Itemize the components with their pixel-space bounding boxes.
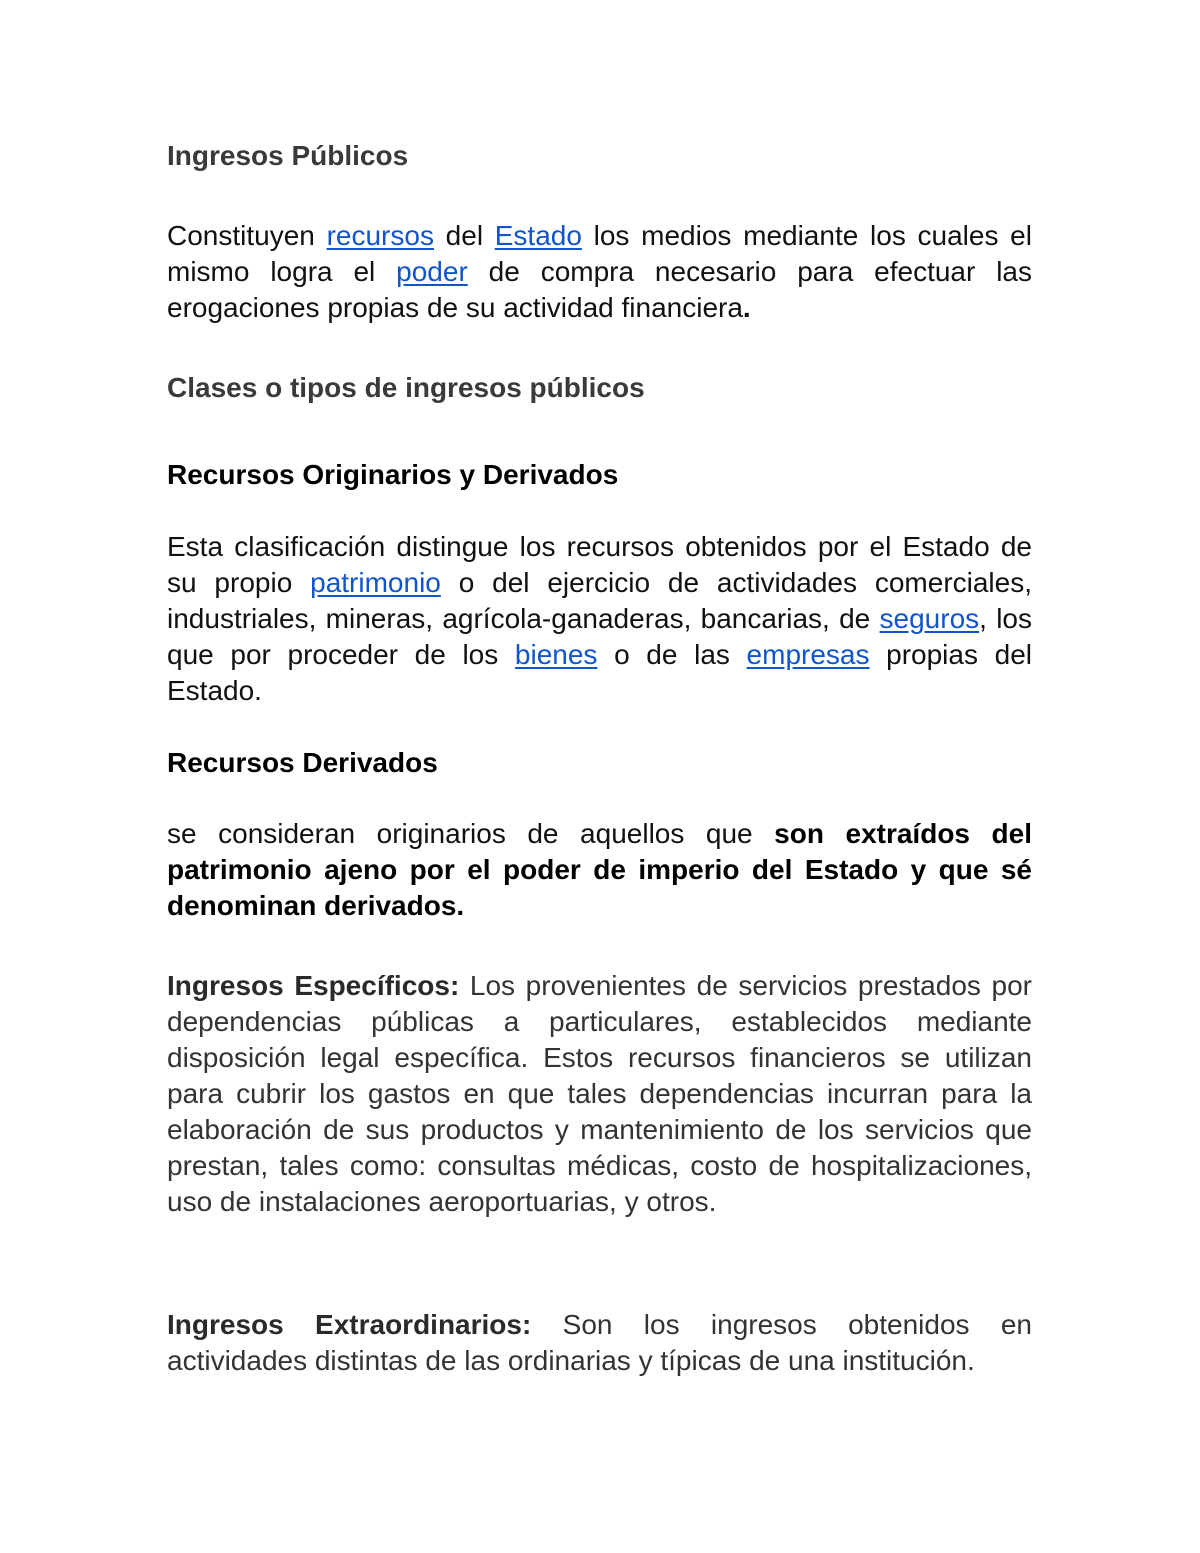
term-ingresos-extraordinarios: Ingresos Extraordinarios: bbox=[167, 1309, 532, 1340]
text-run: o de las bbox=[597, 639, 747, 670]
text-run: Son los ingresos obtenidos en actividades distintas de las ordinarias y típicas de una institución. bbox=[167, 1309, 1032, 1376]
text-run: del bbox=[433, 220, 495, 251]
text-run: Los provenientes de servicios prestados por dependencias públicas a particulares, establecidos mediante disposición legal específica. Estos recursos financieros se utilizan para cubrir los gastos en que tales dependencias incurran para la elaboración de sus productos y mantenimiento de los servicios que prestan, tales como: consultas médicas, costo de hospitalizaciones, uso de instalaciones aeroportuarias, y otros. bbox=[167, 970, 1032, 1217]
text-run: o del ejercicio de actividades comerciales, industriales, mineras, agrícola-ganaderas, bancarias, de bbox=[167, 567, 1033, 634]
term-ingresos-especificos: Ingresos Específicos: bbox=[167, 970, 460, 1001]
text-run: se consideran originarios de aquellos que bbox=[167, 818, 775, 849]
link-estado[interactable]: Estado bbox=[494, 220, 582, 251]
page-title: Ingresos Públicos bbox=[167, 140, 409, 171]
link-bienes[interactable]: bienes bbox=[514, 639, 598, 670]
heading-derivados: Recursos Derivados bbox=[167, 747, 438, 778]
text-run: propias del Estado. bbox=[167, 639, 1032, 706]
link-empresas[interactable]: empresas bbox=[746, 639, 870, 670]
text-run: Constituyen bbox=[167, 220, 327, 251]
text-run: los medios mediante los cuales el mismo logra el bbox=[167, 220, 1032, 287]
paragraph-ingresos-especificos bbox=[167, 968, 1032, 1220]
link-seguros[interactable]: seguros bbox=[879, 603, 980, 634]
text-run: de compra necesario para efectuar las erogaciones propias de su actividad financiera bbox=[167, 256, 1032, 323]
link-poder[interactable]: poder bbox=[396, 256, 468, 287]
paragraph-ingresos-extraordinarios bbox=[167, 1307, 1032, 1379]
text-run: , los que por proceder de los bbox=[167, 603, 1033, 670]
link-patrimonio[interactable]: patrimonio bbox=[310, 567, 441, 598]
paragraph-derivados bbox=[167, 816, 1032, 924]
text-run-bold: son extraídos del patrimonio ajeno por el poder de imperio del Estado y que sé denominan derivados. bbox=[167, 818, 1032, 921]
heading-originarios: Recursos Originarios y Derivados bbox=[167, 459, 619, 490]
paragraph-originarios bbox=[167, 529, 1032, 709]
link-recursos[interactable]: recursos bbox=[326, 220, 434, 251]
heading-clases: Clases o tipos de ingresos públicos bbox=[167, 372, 645, 403]
text-run: Esta clasificación distingue los recursos obtenidos por el Estado de su propio bbox=[167, 531, 1032, 598]
text-run-bold: . bbox=[742, 292, 751, 323]
paragraph-intro bbox=[167, 218, 1032, 326]
